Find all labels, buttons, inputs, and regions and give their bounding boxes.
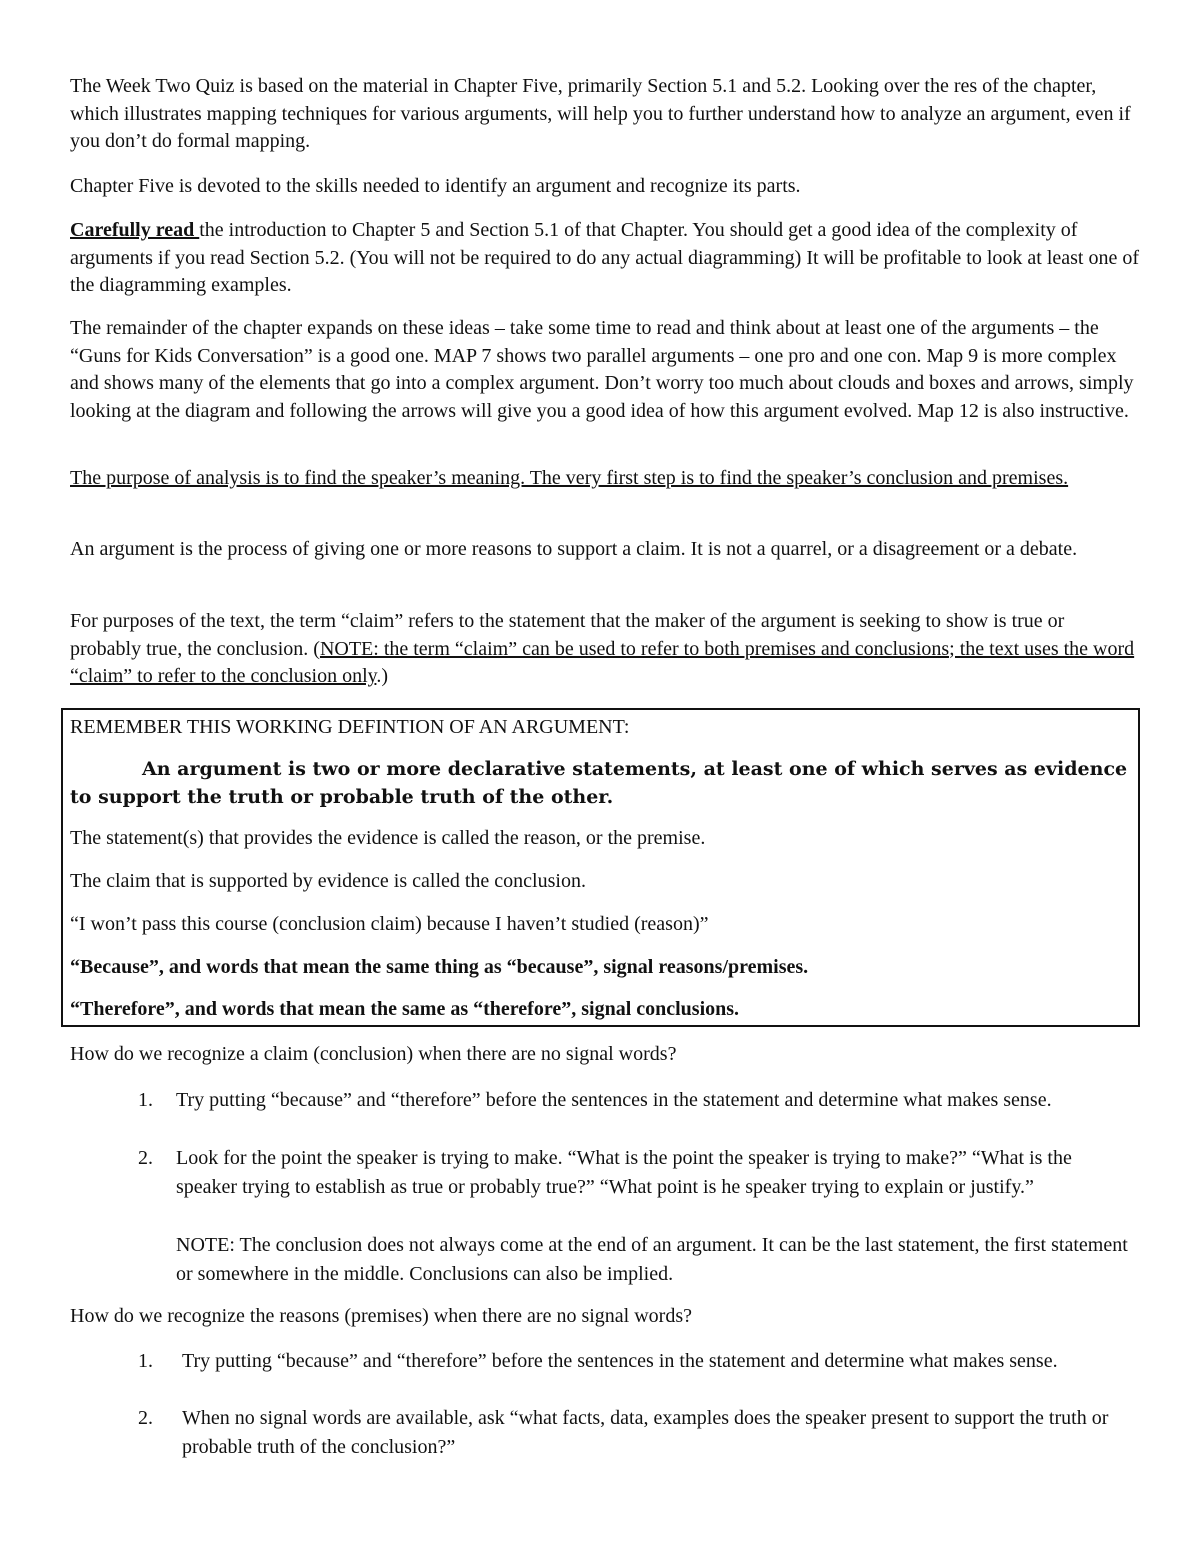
reasons-list-number: 1. bbox=[138, 1350, 153, 1372]
claim-text: For purposes of the text, the term “claim” refers to the statement that the maker of the argument is seeking to show is true or probably true, the conclusion. ( bbox=[70, 610, 1065, 660]
box-because-rule: “Because”, and words that mean the same thing as “because”, signal reasons/premises. bbox=[70, 956, 809, 978]
claims-list-item: Try putting “because” and “therefore” before the sentences in the statement and determine what makes sense. bbox=[176, 1089, 1052, 1111]
box-heading: REMEMBER THIS WORKING DEFINTION OF AN ARGUMENT: bbox=[70, 716, 630, 738]
intro-paragraph-reading bbox=[70, 217, 1140, 300]
claims-list-note: NOTE: The conclusion does not always come at the end of an argument. It can be the last statement, the first statement or somewhere in the middle. Conclusions can also be implied. bbox=[176, 1234, 1128, 1285]
reasons-list-item: Try putting “because” and “therefore” before the sentences in the statement and determine what makes sense. bbox=[182, 1350, 1058, 1372]
box-example: “I won’t pass this course (conclusion claim) because I haven’t studied (reason)” bbox=[70, 913, 709, 935]
intro-paragraph-quiz: The Week Two Quiz is based on the material in Chapter Five, primarily Section 5.1 and 5.2. Looking over the res of the chapter, which illustrates mapping techniques for various arguments, will help you to further understand how to analyze an argument, even if you don’t do formal mapping. bbox=[70, 75, 1131, 152]
claim-note: NOTE: the term “claim” can be used to refer to both premises and conclusions; the text uses the word “claim” to refer to the conclusion only bbox=[70, 637, 1135, 687]
purpose-of-analysis: The purpose of analysis is to find the speaker’s meaning. The very first step is to find the speaker’s conclusion and premises. bbox=[70, 467, 1069, 489]
claims-list-number: 1. bbox=[138, 1089, 153, 1111]
box-therefore-rule: “Therefore”, and words that mean the same as “therefore”, signal conclusions. bbox=[70, 998, 740, 1020]
claims-question: How do we recognize a claim (conclusion) when there are no signal words? bbox=[70, 1043, 677, 1065]
box-premise-line: The statement(s) that provides the evidence is called the reason, or the premise. bbox=[70, 827, 706, 849]
intro-paragraph-chapter-five: Chapter Five is devoted to the skills needed to identify an argument and recognize its parts. bbox=[70, 175, 801, 197]
reasons-question: How do we recognize the reasons (premises) when there are no signal words? bbox=[70, 1305, 693, 1327]
claims-list-item: Look for the point the speaker is trying to make. “What is the point the speaker is trying to make?” “What is the speaker trying to establish as true or probably true?” “What point is he speaker trying to explain or justify.” bbox=[176, 1147, 1072, 1198]
claim-closing: .) bbox=[376, 665, 389, 687]
reasons-list-number: 2. bbox=[138, 1407, 153, 1429]
argument-definition-paragraph: An argument is the process of giving one or more reasons to support a claim. It is not a quarrel, or a disagreement or a debate. bbox=[70, 538, 1078, 560]
reading-instructions: the introduction to Chapter 5 and Section 5.1 of that Chapter. You should get a good idea of the complexity of arguments if you read Section 5.2. (You will not be required to do any actual diagramming) It will be profitable to look at least one of the diagramming examples. bbox=[70, 219, 1140, 296]
intro-paragraph-remainder: The remainder of the chapter expands on these ideas – take some time to read and think about at least one of the arguments – the “Guns for Kids Conversation” is a good one. MAP 7 shows two parallel arguments – one pro and one con. Map 9 is more complex and shows many of the elements that go into a complex argument. Don’t worry too much about clouds and boxes and arrows, simply looking at the diagram and following the arrows will give you a good idea of how this argument evolved. Map 12 is also instructive. bbox=[70, 317, 1134, 422]
claims-list-number: 2. bbox=[138, 1147, 153, 1169]
box-definition: An argument is two or more declarative statements, at least one of which serves as evidence to support the truth or probable truth of the other. bbox=[70, 758, 1128, 808]
carefully-read-emphasis: Carefully read bbox=[70, 219, 200, 241]
claim-definition-paragraph bbox=[70, 608, 1140, 691]
box-conclusion-line: The claim that is supported by evidence is called the conclusion. bbox=[70, 870, 586, 892]
reasons-list-item: When no signal words are available, ask “what facts, data, examples does the speaker present to support the truth or probable truth of the conclusion?” bbox=[182, 1407, 1109, 1458]
